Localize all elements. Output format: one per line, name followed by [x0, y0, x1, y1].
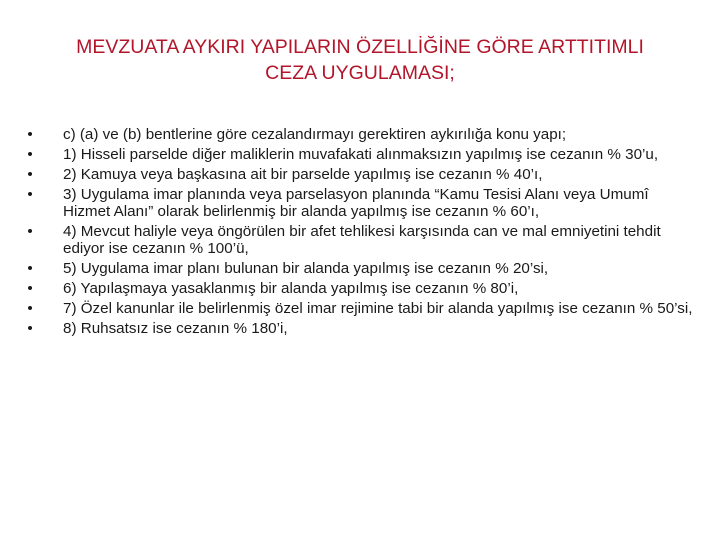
list-item-text: 3) Uygulama imar planında veya parselasyon planında “Kamu Tesisi Alanı veya Umumî Hizmet Alanı” olarak belirlenmiş bir alanda yapılmış ise cezanın % 60’ı,	[63, 186, 649, 220]
list-item-text: 5) Uygulama imar planı bulunan bir alanda yapılmış ise cezanın % 20’si,	[63, 260, 549, 277]
bullet-icon: •	[27, 280, 33, 297]
list-item	[24, 146, 694, 163]
bullet-icon: •	[27, 166, 33, 183]
slide-title	[40, 34, 680, 86]
list-item-text: 7) Özel kanunlar ile belirlenmiş özel imar rejimine tabi bir alanda yapılmış ise cezanın % 50’si,	[63, 300, 693, 317]
list-item-text: c) (a) ve (b) bentlerine göre cezalandırmayı gerektiren aykırılığa konu yapı;	[63, 126, 567, 143]
list-item-text: 8) Ruhsatsız ise cezanın % 180’i,	[63, 320, 288, 337]
bullet-icon: •	[27, 186, 33, 203]
bullet-list	[24, 126, 694, 340]
list-item	[24, 166, 694, 183]
list-item	[24, 126, 694, 143]
list-item	[24, 280, 694, 297]
list-item	[24, 320, 694, 337]
slide-title-line-1: MEVZUATA AYKIRI YAPILARIN ÖZELLİĞİNE GÖRE ARTTITIMLI	[76, 36, 644, 58]
list-item	[24, 300, 694, 317]
bullet-icon: •	[27, 300, 33, 317]
slide-title-line-2: CEZA UYGULAMASI;	[265, 62, 455, 84]
list-item	[24, 260, 694, 277]
list-item	[24, 186, 694, 220]
list-item-text: 4) Mevcut haliyle veya öngörülen bir afet tehlikesi karşısında can ve mal emniyetini tehdit ediyor ise cezanın % 100’ü,	[63, 223, 661, 257]
list-item-text: 6) Yapılaşmaya yasaklanmış bir alanda yapılmış ise cezanın % 80’i,	[63, 280, 519, 297]
list-item-text: 2) Kamuya veya başkasına ait bir parselde yapılmış ise cezanın % 40’ı,	[63, 166, 543, 183]
list-item	[24, 223, 694, 257]
bullet-icon: •	[27, 260, 33, 277]
bullet-icon: •	[27, 223, 33, 240]
bullet-icon: •	[27, 320, 33, 337]
list-item-text: 1) Hisseli parselde diğer maliklerin muvafakati alınmaksızın yapılmış ise cezanın % 30’u,	[63, 146, 659, 163]
bullet-icon: •	[27, 146, 33, 163]
bullet-icon: •	[27, 126, 33, 143]
